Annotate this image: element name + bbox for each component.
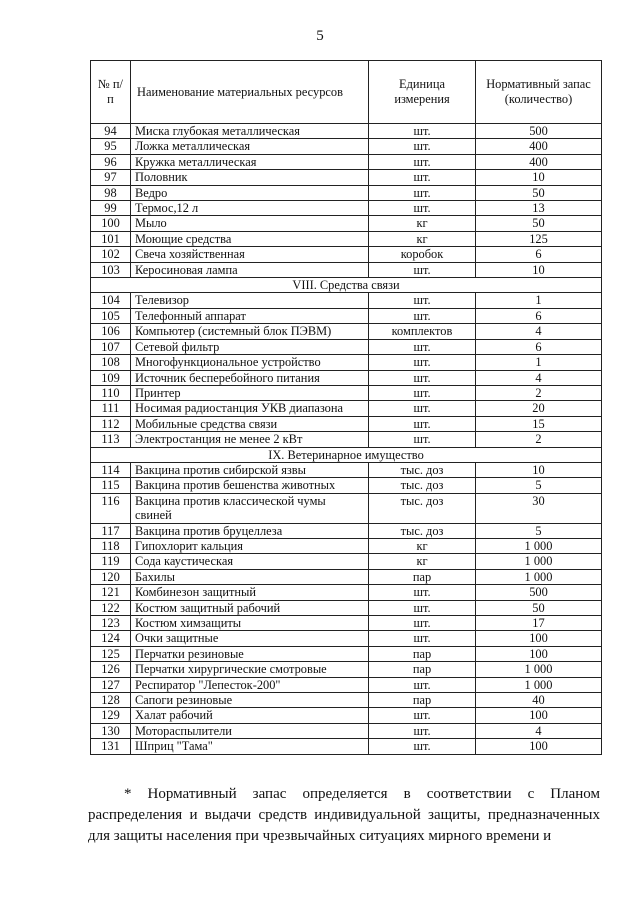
page-number: 5 [316, 28, 324, 44]
row-name: Мобильные средства связи [131, 416, 369, 431]
row-number: 112 [91, 416, 131, 431]
row-quantity: 1 000 [476, 554, 602, 569]
row-unit: пар [369, 693, 476, 708]
table-row [91, 293, 602, 308]
row-quantity: 10 [476, 462, 602, 477]
row-unit: тыс. доз [369, 493, 476, 523]
row-name: Электростанция не менее 2 кВт [131, 432, 369, 447]
table-row [91, 538, 602, 553]
row-number: 126 [91, 662, 131, 677]
row-number: 128 [91, 693, 131, 708]
row-quantity: 10 [476, 170, 602, 185]
row-name: Сапоги резиновые [131, 693, 369, 708]
row-number: 117 [91, 523, 131, 538]
table-row [91, 201, 602, 216]
row-quantity: 20 [476, 401, 602, 416]
row-unit: шт. [369, 185, 476, 200]
row-unit: шт. [369, 432, 476, 447]
row-quantity: 100 [476, 631, 602, 646]
row-quantity: 10 [476, 262, 602, 277]
row-unit: шт. [369, 262, 476, 277]
row-unit: шт. [369, 170, 476, 185]
row-quantity: 100 [476, 739, 602, 754]
section-title: IX. Ветеринарное имущество [91, 447, 602, 462]
table-row [91, 569, 602, 584]
section-title: VIII. Средства связи [91, 278, 602, 293]
row-quantity: 1 000 [476, 538, 602, 553]
table-row [91, 462, 602, 477]
row-unit: шт. [369, 370, 476, 385]
row-name: Телефонный аппарат [131, 308, 369, 323]
footnote [88, 784, 600, 847]
row-quantity: 500 [476, 124, 602, 139]
row-name: Телевизор [131, 293, 369, 308]
row-name: Источник бесперебойного питания [131, 370, 369, 385]
row-name: Сода каустическая [131, 554, 369, 569]
row-number: 105 [91, 308, 131, 323]
table-row [91, 339, 602, 354]
row-number: 122 [91, 600, 131, 615]
table-row [91, 370, 602, 385]
row-name: Свеча хозяйственная [131, 247, 369, 262]
row-number: 116 [91, 493, 131, 523]
row-name: Костюм химзащиты [131, 616, 369, 631]
table-row [91, 646, 602, 661]
row-name: Вакцина против бруцеллеза [131, 523, 369, 538]
row-name: Респиратор "Лепесток-200" [131, 677, 369, 692]
table-row [91, 662, 602, 677]
row-name: Мыло [131, 216, 369, 231]
row-quantity: 1 000 [476, 569, 602, 584]
row-unit: коробок [369, 247, 476, 262]
row-quantity: 30 [476, 493, 602, 523]
table-row [91, 585, 602, 600]
row-name: Сетевой фильтр [131, 339, 369, 354]
row-name: Вакцина против классической чумы свиней [131, 493, 369, 523]
row-quantity: 2 [476, 385, 602, 400]
row-unit: шт. [369, 631, 476, 646]
section-row [91, 278, 602, 293]
row-number: 100 [91, 216, 131, 231]
row-unit: тыс. доз [369, 523, 476, 538]
row-number: 110 [91, 385, 131, 400]
row-unit: кг [369, 538, 476, 553]
table-body [91, 124, 602, 755]
header-unit: Единица измерения [369, 61, 476, 124]
row-number: 127 [91, 677, 131, 692]
row-unit: пар [369, 569, 476, 584]
row-name: Кружка металлическая [131, 154, 369, 169]
row-quantity: 400 [476, 139, 602, 154]
table-header-row [91, 61, 602, 124]
row-quantity: 4 [476, 723, 602, 738]
row-name: Мотораспылители [131, 723, 369, 738]
row-quantity: 500 [476, 585, 602, 600]
row-quantity: 50 [476, 185, 602, 200]
table-row [91, 416, 602, 431]
row-unit: шт. [369, 201, 476, 216]
row-number: 96 [91, 154, 131, 169]
row-unit: шт. [369, 616, 476, 631]
table-row [91, 523, 602, 538]
table-row [91, 124, 602, 139]
table-row [91, 355, 602, 370]
header-qty: Нормативный запас (количество) [476, 61, 602, 124]
row-number: 101 [91, 231, 131, 246]
row-number: 131 [91, 739, 131, 754]
table-row [91, 324, 602, 339]
row-number: 121 [91, 585, 131, 600]
row-name: Очки защитные [131, 631, 369, 646]
row-unit: шт. [369, 585, 476, 600]
row-number: 111 [91, 401, 131, 416]
row-name: Перчатки резиновые [131, 646, 369, 661]
row-unit: шт. [369, 385, 476, 400]
row-number: 124 [91, 631, 131, 646]
row-number: 118 [91, 538, 131, 553]
header-num: № п/п [91, 61, 131, 124]
row-number: 115 [91, 478, 131, 493]
table-row [91, 262, 602, 277]
row-number: 120 [91, 569, 131, 584]
table-row [91, 693, 602, 708]
row-name: Половник [131, 170, 369, 185]
row-number: 123 [91, 616, 131, 631]
row-quantity: 50 [476, 216, 602, 231]
row-name: Халат рабочий [131, 708, 369, 723]
row-unit: шт. [369, 723, 476, 738]
row-quantity: 1 000 [476, 677, 602, 692]
table-row [91, 308, 602, 323]
row-quantity: 125 [476, 231, 602, 246]
row-number: 119 [91, 554, 131, 569]
header-name: Наименование материальных ресурсов [131, 61, 369, 124]
table-row [91, 385, 602, 400]
row-name: Шприц "Тама" [131, 739, 369, 754]
row-name: Костюм защитный рабочий [131, 600, 369, 615]
row-number: 95 [91, 139, 131, 154]
row-name: Ложка металлическая [131, 139, 369, 154]
row-unit: тыс. доз [369, 478, 476, 493]
table-row [91, 216, 602, 231]
table-row [91, 708, 602, 723]
row-quantity: 400 [476, 154, 602, 169]
row-unit: пар [369, 646, 476, 661]
row-unit: шт. [369, 739, 476, 754]
table-row [91, 616, 602, 631]
row-unit: шт. [369, 154, 476, 169]
row-unit: тыс. доз [369, 462, 476, 477]
row-name: Перчатки хирургические смотровые [131, 662, 369, 677]
row-unit: кг [369, 554, 476, 569]
row-number: 103 [91, 262, 131, 277]
section-row [91, 447, 602, 462]
row-number: 102 [91, 247, 131, 262]
row-quantity: 6 [476, 247, 602, 262]
table-row [91, 231, 602, 246]
row-unit: кг [369, 216, 476, 231]
table-row [91, 170, 602, 185]
row-name: Термос,12 л [131, 201, 369, 216]
table-row [91, 723, 602, 738]
row-unit: шт. [369, 139, 476, 154]
row-quantity: 100 [476, 646, 602, 661]
row-name: Бахилы [131, 569, 369, 584]
table-row [91, 493, 602, 523]
row-name: Носимая радиостанция УКВ диапазона [131, 401, 369, 416]
row-number: 109 [91, 370, 131, 385]
table-row [91, 401, 602, 416]
table-row [91, 677, 602, 692]
row-name: Миска глубокая металлическая [131, 124, 369, 139]
row-quantity: 5 [476, 523, 602, 538]
row-number: 108 [91, 355, 131, 370]
row-quantity: 5 [476, 478, 602, 493]
table-row [91, 139, 602, 154]
row-unit: шт. [369, 293, 476, 308]
row-name: Керосиновая лампа [131, 262, 369, 277]
row-number: 129 [91, 708, 131, 723]
table-row [91, 631, 602, 646]
row-unit: шт. [369, 677, 476, 692]
row-name: Многофункциональное устройство [131, 355, 369, 370]
row-unit: шт. [369, 339, 476, 354]
row-number: 113 [91, 432, 131, 447]
footnote-text: * Нормативный запас определяется в соответствии с Планом распределения и выдачи средств индивидуальной защиты, предназначенных для защиты населения при чрезвычайных ситуациях мирного времени и [88, 786, 600, 844]
row-unit: шт. [369, 401, 476, 416]
row-unit: кг [369, 231, 476, 246]
table-row [91, 478, 602, 493]
row-number: 106 [91, 324, 131, 339]
table-row [91, 154, 602, 169]
row-quantity: 50 [476, 600, 602, 615]
row-quantity: 13 [476, 201, 602, 216]
row-name: Компьютер (системный блок ПЭВМ) [131, 324, 369, 339]
row-number: 99 [91, 201, 131, 216]
row-unit: шт. [369, 416, 476, 431]
row-quantity: 1 [476, 355, 602, 370]
table-row [91, 185, 602, 200]
row-name: Комбинезон защитный [131, 585, 369, 600]
row-quantity: 6 [476, 339, 602, 354]
row-unit: шт. [369, 600, 476, 615]
row-unit: шт. [369, 708, 476, 723]
row-name: Гипохлорит кальция [131, 538, 369, 553]
table-row [91, 739, 602, 754]
row-unit: шт. [369, 355, 476, 370]
row-quantity: 1 000 [476, 662, 602, 677]
row-number: 107 [91, 339, 131, 354]
row-unit: пар [369, 662, 476, 677]
material-resources-table [90, 60, 602, 755]
row-quantity: 40 [476, 693, 602, 708]
row-unit: комплектов [369, 324, 476, 339]
row-quantity: 100 [476, 708, 602, 723]
row-quantity: 1 [476, 293, 602, 308]
row-name: Вакцина против сибирской язвы [131, 462, 369, 477]
table-row [91, 554, 602, 569]
row-quantity: 6 [476, 308, 602, 323]
row-quantity: 4 [476, 324, 602, 339]
row-quantity: 17 [476, 616, 602, 631]
row-number: 125 [91, 646, 131, 661]
row-unit: шт. [369, 124, 476, 139]
row-number: 114 [91, 462, 131, 477]
row-name: Ведро [131, 185, 369, 200]
table-row [91, 432, 602, 447]
row-quantity: 15 [476, 416, 602, 431]
row-quantity: 2 [476, 432, 602, 447]
row-number: 98 [91, 185, 131, 200]
row-number: 94 [91, 124, 131, 139]
row-unit: шт. [369, 308, 476, 323]
row-quantity: 4 [476, 370, 602, 385]
row-name: Вакцина против бешенства животных [131, 478, 369, 493]
row-name: Моющие средства [131, 231, 369, 246]
row-number: 97 [91, 170, 131, 185]
row-name: Принтер [131, 385, 369, 400]
row-number: 130 [91, 723, 131, 738]
table-row [91, 247, 602, 262]
table-row [91, 600, 602, 615]
row-number: 104 [91, 293, 131, 308]
